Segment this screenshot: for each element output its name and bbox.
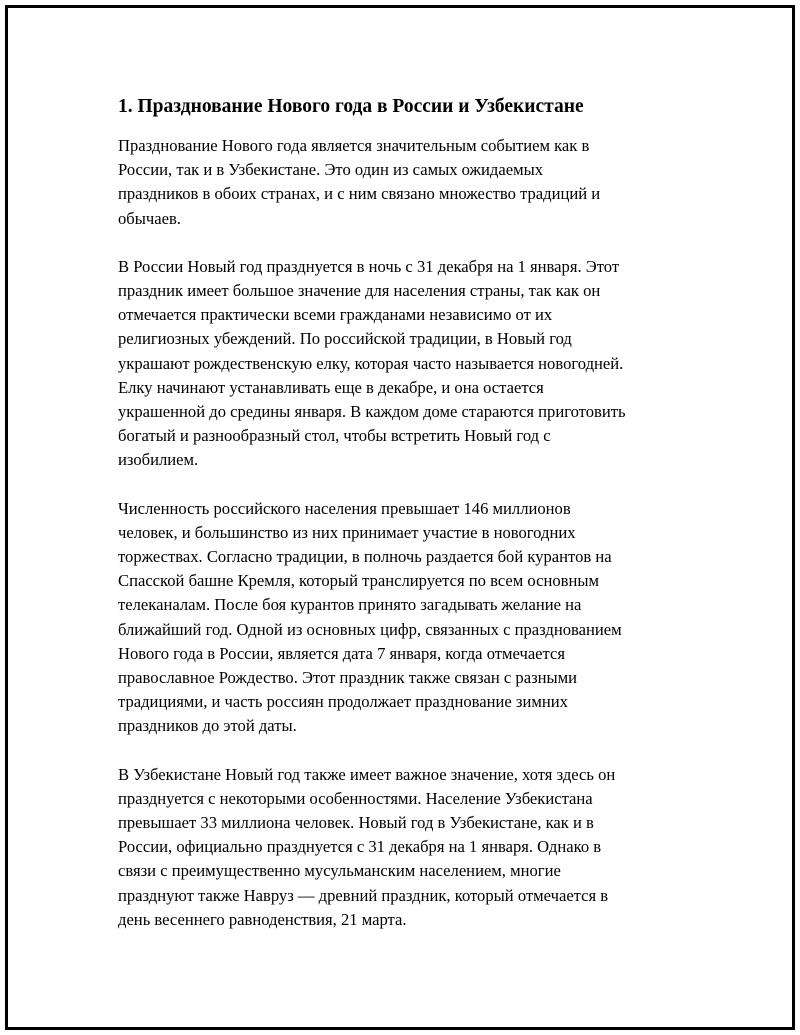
text-line: праздников до этой даты. bbox=[118, 716, 297, 736]
text-line: В Узбекистане Новый год также имеет важное значение, хотя здесь он bbox=[118, 764, 616, 784]
text-line: превышает 33 миллиона человек. Новый год в Узбекистане, как и в bbox=[118, 813, 594, 833]
text-line: православное Рождество. Этот праздник также связан с разными bbox=[118, 668, 578, 688]
text-line: связи с преимущественно мусульманским населением, многие bbox=[118, 861, 561, 881]
text-line: религиозных убеждений. По российской традиции, в Новый год bbox=[118, 329, 572, 349]
text-line: украшают рождественскую елку, которая часто называется новогодней. bbox=[118, 353, 624, 373]
text-line: России, официально празднуется с 31 декабря на 1 января. Однако в bbox=[118, 837, 602, 857]
text-line: Нового года в России, является дата 7 января, когда отмечается bbox=[118, 643, 566, 663]
text-line: В России Новый год празднуется в ночь с 31 декабря на 1 января. Этот bbox=[118, 256, 620, 276]
text-line: человек, и большинство из них принимает участие в новогодних bbox=[118, 522, 576, 542]
paragraph-russia-population bbox=[118, 497, 698, 739]
paragraph-russia-traditions bbox=[118, 255, 698, 473]
section-heading: 1. Празднование Нового года в России и Узбекистане bbox=[118, 96, 584, 117]
text-line: празднуется с некоторыми особенностями. Население Узбекистана bbox=[118, 788, 593, 808]
text-line: праздников в обоих странах, и с ним связано множество традиций и bbox=[118, 184, 601, 204]
text-line: богатый и разнообразный стол, чтобы встретить Новый год с bbox=[118, 426, 551, 446]
document-body bbox=[118, 94, 698, 956]
text-line: традициями, и часть россиян продолжает празднование зимних bbox=[118, 692, 568, 712]
text-line: празднуют также Навруз — древний праздник, который отмечается в bbox=[118, 885, 609, 905]
paragraph-uzbekistan bbox=[118, 763, 698, 932]
text-line: телеканалам. После боя курантов принято загадывать желание на bbox=[118, 595, 582, 615]
text-line: Празднование Нового года является значительным событием как в bbox=[118, 136, 590, 155]
text-line: день весеннего равноденствия, 21 марта. bbox=[118, 909, 407, 929]
text-line: украшенной до средины января. В каждом доме стараются приготовить bbox=[118, 402, 626, 422]
text-line: Спасской башне Кремля, который транслируется по всем основным bbox=[118, 571, 600, 591]
text-line: торжествах. Согласно традиции, в полночь раздается бой курантов на bbox=[118, 547, 612, 567]
text-line: отмечается практически всеми гражданами независимо от их bbox=[118, 305, 553, 325]
text-line: изобилием. bbox=[118, 450, 199, 470]
text-line: ближайший год. Одной из основных цифр, связанных с празднованием bbox=[118, 619, 622, 639]
paragraph-intro bbox=[118, 134, 698, 231]
text-line: праздник имеет большое значение для населения страны, так как он bbox=[118, 281, 601, 301]
text-line: обычаев. bbox=[118, 208, 181, 228]
text-line: Численность российского населения превышает 146 миллионов bbox=[118, 498, 571, 518]
text-line: Елку начинают устанавливать еще в декабре, и она остается bbox=[118, 377, 544, 397]
text-line: России, так и в Узбекистане. Это один из самых ожидаемых bbox=[118, 160, 544, 180]
